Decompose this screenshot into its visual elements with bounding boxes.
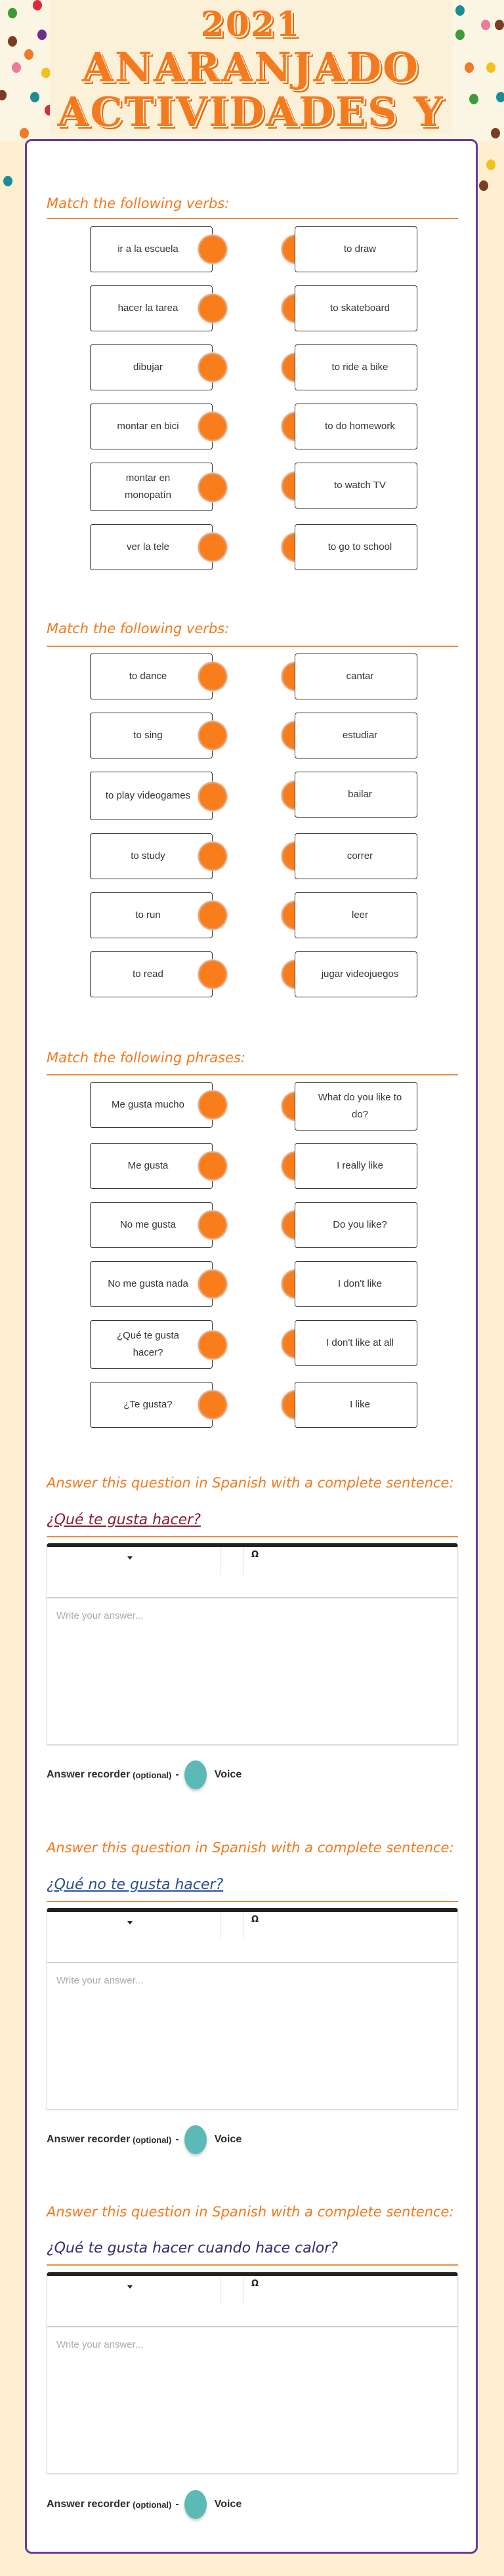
page-title-banner [50, 0, 452, 135]
format-dropdown[interactable] [47, 2276, 220, 2304]
question-instruction: Answer this question in Spanish with a complete sentence: [47, 1840, 454, 1856]
match-right-item[interactable]: leer [295, 892, 417, 938]
recorder-voice-label: Voice [214, 1769, 242, 1780]
record-voice-button[interactable] [184, 2125, 207, 2154]
match-left-knob[interactable] [198, 1331, 227, 1360]
polka-dot [469, 94, 478, 104]
answer-recorder [47, 1760, 242, 1789]
header-banner [0, 0, 504, 141]
page-title-line-3: ACTIVIDADES Y [57, 88, 444, 136]
match-right-item[interactable]: I don't like at all [295, 1320, 417, 1366]
match-left-knob[interactable] [198, 782, 227, 811]
match-left-knob[interactable] [198, 294, 227, 323]
match-left-item[interactable]: to play videogames [90, 772, 213, 820]
match-right-item[interactable]: estudiar [295, 713, 417, 758]
match-right-item[interactable]: to do homework [295, 404, 417, 449]
match-left-knob[interactable] [198, 662, 227, 691]
match-left-knob[interactable] [198, 235, 227, 264]
polka-dot [8, 36, 17, 47]
answer-recorder [47, 2490, 242, 2519]
format-dropdown[interactable] [47, 1547, 220, 1575]
section-title-verbs-2: Match the following verbs: [47, 621, 230, 636]
toolbar-separator [243, 2276, 244, 2304]
match-right-item[interactable]: I don't like [295, 1261, 417, 1307]
match-left-item[interactable]: montar en monopatín [90, 463, 213, 511]
worksheet-card [25, 139, 478, 2554]
recorder-optional: (optional) [133, 1770, 172, 1780]
editor-toolbar [47, 1912, 457, 1963]
match-right-item[interactable]: I really like [295, 1143, 417, 1189]
match-left-knob[interactable] [198, 412, 227, 441]
match-right-item[interactable]: to skateboard [295, 285, 417, 331]
polka-dot [0, 90, 7, 100]
match-left-item[interactable]: ¿Te gusta? [90, 1382, 213, 1428]
section-title-verbs-1: Match the following verbs: [47, 196, 230, 211]
polka-dot [455, 5, 465, 16]
match-left-item[interactable]: to dance [90, 654, 213, 699]
match-left-knob[interactable] [198, 842, 227, 871]
recorder-label: Answer recorder [47, 1769, 131, 1780]
match-left-knob[interactable] [198, 473, 227, 502]
match-left-item[interactable]: dibujar [90, 344, 213, 390]
section-divider [47, 2264, 458, 2266]
page-title-year: 2021 [200, 5, 301, 45]
question-text: ¿Qué te gusta hacer cuando hace calor? [47, 2240, 338, 2256]
recorder-optional: (optional) [133, 2134, 172, 2145]
recorder-dash: - [175, 2499, 179, 2510]
section-divider [47, 1901, 458, 1902]
question-instruction: Answer this question in Spanish with a complete sentence: [47, 2204, 454, 2220]
record-voice-button[interactable] [184, 1760, 207, 1789]
question-text: ¿Qué te gusta hacer? [47, 1512, 201, 1528]
recorder-dash: - [175, 2134, 179, 2145]
match-left-knob[interactable] [198, 1091, 227, 1119]
polka-dot [486, 159, 495, 170]
match-right-item[interactable]: cantar [295, 654, 417, 699]
page-title-line-2: ANARANJADO [81, 43, 420, 91]
polka-dot [41, 68, 51, 78]
recorder-voice-label: Voice [214, 2134, 242, 2145]
editor-toolbar [47, 1547, 457, 1598]
match-left-knob[interactable] [198, 1270, 227, 1298]
match-right-item[interactable]: Do you like? [295, 1202, 417, 1248]
polka-dot [33, 0, 42, 10]
format-dropdown[interactable] [47, 1912, 220, 1940]
editor-toolbar [47, 2276, 457, 2327]
match-left-item[interactable]: ver la tele [90, 524, 213, 570]
match-right-item[interactable]: jugar videojuegos [295, 951, 417, 997]
recorder-dash: - [175, 1769, 179, 1780]
polka-dot [37, 30, 47, 40]
match-left-item[interactable]: Me gusta mucho [90, 1082, 213, 1128]
special-character-icon[interactable]: Ω [251, 2279, 259, 2289]
match-left-knob[interactable] [198, 1390, 227, 1419]
match-left-knob[interactable] [198, 721, 227, 750]
match-left-item[interactable]: ir a la escuela [90, 226, 213, 272]
section-divider [47, 1074, 458, 1075]
special-character-icon[interactable]: Ω [251, 1550, 259, 1560]
question-text: ¿Qué no te gusta hacer? [47, 1877, 224, 1893]
toolbar-separator [243, 1912, 244, 1940]
polka-dot [495, 20, 504, 30]
match-right-item[interactable]: to go to school [295, 524, 417, 570]
match-left-item[interactable]: to study [90, 833, 213, 879]
polka-dot [3, 176, 12, 186]
section-divider [47, 1536, 458, 1537]
match-left-knob[interactable] [198, 533, 227, 562]
answer-input[interactable] [47, 1598, 457, 1741]
recorder-voice-label: Voice [214, 2499, 242, 2510]
caret-down-icon [127, 2285, 133, 2289]
answer-editor [47, 1908, 458, 2109]
section-divider [47, 646, 458, 647]
match-left-item[interactable]: to sing [90, 713, 213, 758]
match-left-knob[interactable] [198, 1152, 227, 1180]
match-left-item[interactable]: to read [90, 951, 213, 997]
polka-dot [8, 8, 17, 18]
polka-dot [20, 128, 29, 138]
match-left-item[interactable]: montar en bici [90, 404, 213, 449]
record-voice-button[interactable] [184, 2490, 207, 2519]
match-left-item[interactable]: No me gusta [90, 1202, 213, 1248]
polka-dot [496, 92, 504, 102]
match-right-item[interactable]: to watch TV [295, 463, 417, 509]
match-left-item[interactable]: to run [90, 892, 213, 938]
match-right-item[interactable]: to ride a bike [295, 344, 417, 390]
match-left-knob[interactable] [198, 901, 227, 930]
toolbar-separator [243, 1547, 244, 1575]
polka-dot [481, 20, 490, 30]
special-character-icon[interactable]: Ω [251, 1915, 259, 1924]
match-left-knob[interactable] [198, 960, 227, 989]
section-divider [47, 218, 458, 219]
answer-editor [47, 1543, 458, 1745]
match-right-item[interactable]: I like [295, 1382, 417, 1428]
match-right-item[interactable]: correr [295, 833, 417, 879]
answer-input[interactable] [47, 1963, 457, 2106]
answer-input[interactable] [47, 2327, 457, 2470]
match-left-item[interactable]: hacer la tarea [90, 285, 213, 331]
caret-down-icon [127, 1556, 133, 1560]
answer-editor [47, 2272, 458, 2474]
match-left-knob[interactable] [198, 353, 227, 382]
match-right-item[interactable]: bailar [295, 772, 417, 818]
caret-down-icon [127, 1921, 133, 1924]
polka-dot [479, 180, 488, 191]
polka-dot [24, 49, 33, 60]
match-right-item[interactable]: What do you like to do? [295, 1082, 417, 1131]
question-instruction: Answer this question in Spanish with a complete sentence: [47, 1475, 454, 1491]
polka-dot [486, 62, 495, 73]
match-right-item[interactable]: to draw [295, 226, 417, 272]
recorder-optional: (optional) [133, 2499, 172, 2510]
recorder-label: Answer recorder [47, 2134, 131, 2145]
polka-dot [465, 62, 474, 73]
match-left-item[interactable]: Me gusta [90, 1143, 213, 1189]
polka-dot [12, 62, 21, 73]
polka-dot [30, 92, 39, 102]
match-left-knob[interactable] [198, 1211, 227, 1239]
answer-recorder [47, 2125, 242, 2154]
polka-dot [455, 30, 465, 40]
section-title-phrases: Match the following phrases: [47, 1050, 245, 1066]
match-left-item[interactable]: ¿Qué te gusta hacer? [90, 1320, 213, 1369]
recorder-label: Answer recorder [47, 2499, 131, 2510]
polka-dot [491, 128, 500, 138]
match-left-item[interactable]: No me gusta nada [90, 1261, 213, 1307]
